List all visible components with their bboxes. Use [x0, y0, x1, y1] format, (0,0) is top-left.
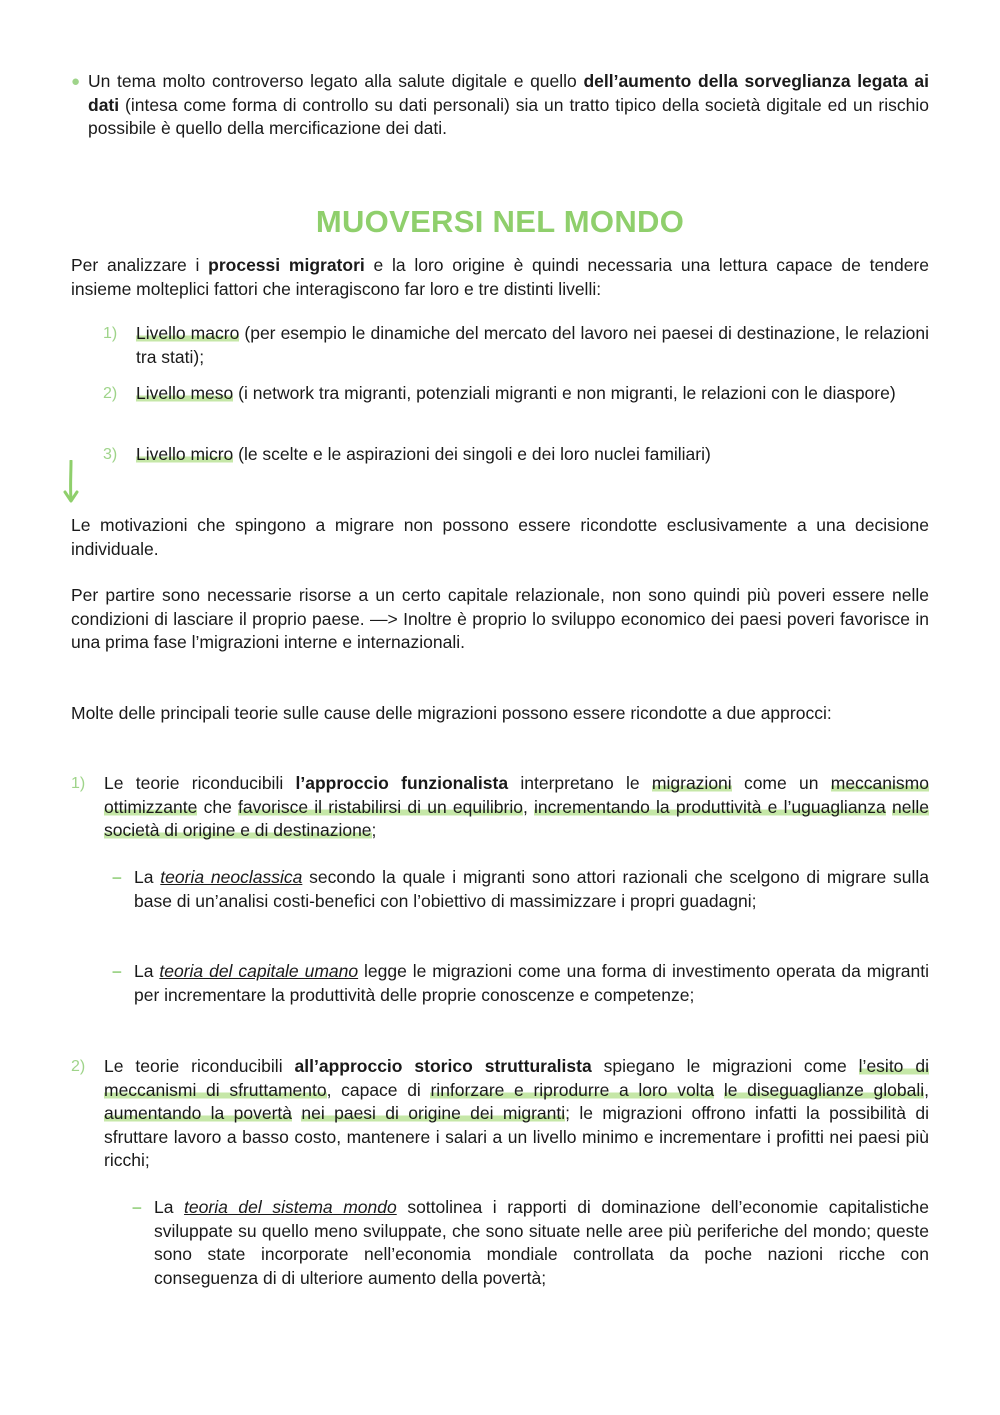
- text-span: (le scelte e le aspirazioni dei singoli e dei loro nuclei familiari): [233, 444, 711, 464]
- list-number: 1): [103, 325, 118, 342]
- bullet-dot-icon: ●: [71, 73, 81, 90]
- text-span: ,: [522, 796, 535, 817]
- text-span: Le teorie riconducibili: [104, 1056, 295, 1076]
- highlighted-phrase: meccanismo ottimizzante: [104, 773, 929, 817]
- down-arrow-icon: [62, 460, 80, 504]
- level-text: [136, 443, 929, 467]
- text-span: La: [134, 867, 161, 887]
- highlighted-phrase: migrazioni: [651, 773, 732, 793]
- highlighted-phrase: rinforzare e riprodurre a loro volta: [430, 1079, 715, 1100]
- bold-phrase: processi migratori: [208, 255, 365, 275]
- bullet-text: [88, 70, 929, 141]
- text-span: spiegano le migrazioni come: [591, 1056, 859, 1076]
- theory-name: teoria del sistema mondo: [184, 1197, 397, 1217]
- highlighted-label: Livello macro: [136, 323, 240, 343]
- text-span: , capace di: [326, 1079, 431, 1100]
- highlighted-label: Livello micro: [136, 444, 234, 464]
- highlighted-phrase: nelle società di origine e di destinazione: [104, 796, 929, 840]
- level-item-macro: [103, 322, 929, 369]
- highlighted-phrase: favorisce il ristabilirsi di un equilibrio: [238, 796, 523, 817]
- subitem-teoria-neoclassica: [112, 866, 929, 913]
- level-item-micro: [103, 443, 929, 467]
- text-span: come un: [731, 773, 831, 793]
- text-span: Un tema molto controverso legato alla salute digitale e quello: [88, 71, 584, 91]
- theory-name: teoria del capitale umano: [159, 961, 359, 981]
- text-span: (i network tra migranti, potenziali migranti e non migranti, le relazioni con le diaspore): [233, 383, 896, 403]
- text-span: che: [197, 796, 239, 817]
- highlighted-phrase: le diseguaglianze globali: [723, 1079, 925, 1100]
- highlighted-phrase: l’esito di meccanismi di sfruttamento: [104, 1056, 929, 1100]
- list-number: 3): [103, 446, 118, 463]
- paragraph-teorie: Molte delle principali teorie sulle cause delle migrazioni possono essere ricondotte a due approcci:: [71, 703, 832, 723]
- highlighted-phrase: aumentando la povertà: [104, 1103, 293, 1123]
- level-item-meso: [103, 382, 929, 406]
- text-span: interpretano le: [508, 773, 652, 793]
- subitem-text: [134, 866, 929, 913]
- list-number: 1): [71, 775, 86, 792]
- text-span: (intesa come forma di controllo su dati personali) sia un tratto tipico della società digitale ed un rischio possibile è quello della mercificazione dei dati.: [88, 94, 929, 138]
- list-number: 2): [71, 1058, 86, 1075]
- text-span: La: [154, 1197, 185, 1217]
- theory-name: teoria neoclassica: [160, 867, 303, 887]
- bold-phrase: all’approccio storico strutturalista: [294, 1056, 592, 1076]
- text-span: secondo la quale i migranti sono attori razionali che scelgono di migrare sulla base di un’analisi costi-benefici con l’obiettivo di massimizzare i propri guadagni;: [134, 867, 930, 911]
- bold-phrase: dell’aumento della sorveglianza legata ai dati: [88, 71, 930, 115]
- approach-item-funzionalista: [71, 772, 929, 843]
- intro-paragraph: [71, 254, 929, 301]
- text-span: [714, 1080, 724, 1100]
- subitem-teoria-sistema-mondo: [132, 1196, 929, 1290]
- highlighted-phrase: nei paesi di origine dei migranti: [301, 1103, 566, 1123]
- highlighted-phrase: incrementando la produttività e l’uguaglianza: [534, 796, 886, 817]
- subitem-teoria-capitale-umano: [112, 960, 929, 1007]
- text-span: Le teorie riconducibili: [104, 773, 296, 793]
- subitem-text: [154, 1196, 929, 1290]
- text-span: (per esempio le dinamiche del mercato del lavoro nei paesei di destinazione, le relazioni tra stati);: [136, 323, 929, 367]
- section-title: MUOVERSI NEL MONDO: [315, 204, 685, 239]
- dash-marker: –: [132, 1197, 142, 1217]
- text-span: ; le migrazioni offrono infatti la possibilità di sfruttare lavoro a basso costo, mantenere i salari a un livello minimo e incrementare i profitti nei paesi più ricchi;: [104, 1103, 929, 1170]
- text-span: [292, 1103, 301, 1123]
- text-span: ;: [371, 820, 377, 840]
- approach-item-storico-strutturalista: [71, 1055, 929, 1173]
- text-span: Per analizzare i: [71, 255, 209, 275]
- text-span: ,: [924, 1079, 930, 1100]
- list-number: 2): [103, 385, 118, 402]
- level-text: [136, 382, 929, 406]
- level-text: [136, 322, 929, 369]
- text-span: sottolinea i rapporti di dominazione dell’economie capitalistiche sviluppate su quello meno sviluppate, che sono situate nelle aree più periferiche del mondo; queste sono state incorporate nell’economia mondiale controllata da poche nazioni ricche con conseguenza di di ulteriore aumento della povertà;: [154, 1197, 929, 1288]
- dash-marker: –: [112, 961, 122, 981]
- text-span: e la loro origine è quindi necessaria una lettura capace de tendere insieme molteplici fattori che interagiscono far loro e tre distinti livelli:: [71, 255, 929, 299]
- bold-phrase: l’approccio funzionalista: [295, 773, 509, 793]
- paragraph-motivazioni: Le motivazioni che spingono a migrare non possono essere ricondotte esclusivamente a una decisione individuale.: [71, 515, 929, 559]
- paragraph-partire: Per partire sono necessarie risorse a un certo capitale relazionale, non sono quindi più poveri essere nelle condizioni di lasciare il proprio paese. —> Inoltre è proprio lo sviluppo economico dei paesi poveri favorisce in una prima fase l’migrazioni interne e internazionali.: [71, 585, 929, 652]
- dash-marker: –: [112, 867, 122, 887]
- approach-text: [104, 1055, 929, 1173]
- highlighted-label: Livello meso: [136, 383, 234, 403]
- bullet-item-sorveglianza: [71, 70, 929, 141]
- approach-text: [104, 772, 929, 843]
- text-span: La: [134, 961, 160, 981]
- text-span: legge le migrazioni come una forma di investimento operata da migranti per incrementare la produttività delle proprie conoscenze e competenze;: [134, 961, 929, 1005]
- subitem-text: [134, 960, 929, 1007]
